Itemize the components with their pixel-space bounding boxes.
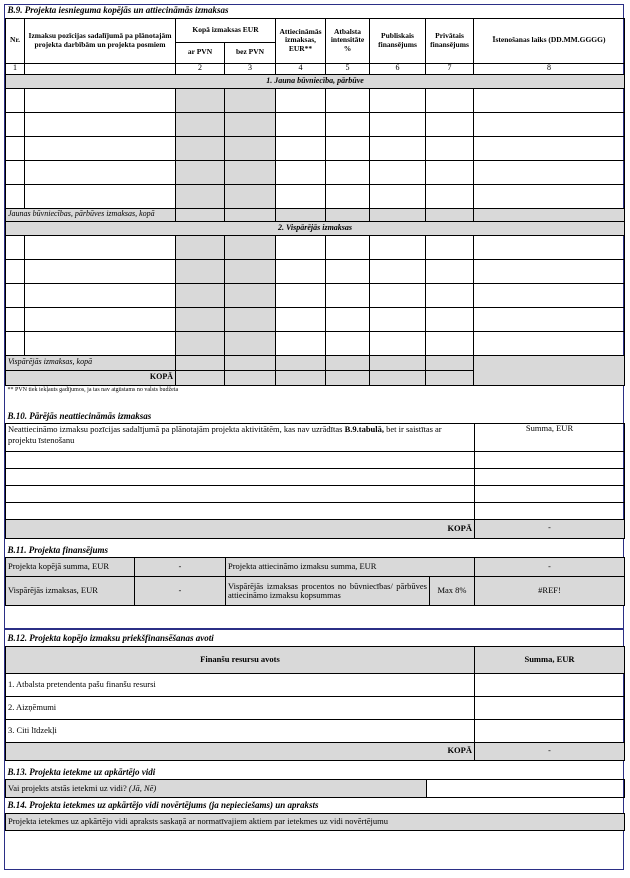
- form-frame: [4, 4, 624, 870]
- b10-row[interactable]: [6, 502, 625, 519]
- b11-total-sum-label: Projekta kopējā summa, EUR: [6, 558, 135, 577]
- group2-row[interactable]: [6, 259, 625, 283]
- col-number: 7: [426, 63, 474, 74]
- group2-row[interactable]: [6, 307, 625, 331]
- b11-general-costs-label: Vispārējās izmaksas, EUR: [6, 577, 135, 606]
- col-public-header: Publiskais finansējums: [370, 18, 426, 63]
- b11-general-costs-value: -: [135, 577, 226, 606]
- b9-title: B.9. Projekta iesnieguma kopējās un attiecināmās izmaksas: [6, 5, 625, 18]
- b9-footnote: ** PVN tiek iekļauts gadījumos, ja tas nav atgūstams no valsts budžeta: [7, 386, 179, 393]
- col-timeline-header: Īstenošanas laiks (DD.MM.GGGG): [474, 18, 625, 63]
- b14-description: Projekta ietekmes uz apkārtējo vidi apraksts saskaņā ar normatīvajiem aktiem par ietekmes uz vidi novērtējumu: [6, 813, 625, 830]
- b11-general-costs-percent-value: #REF!: [475, 577, 625, 606]
- b11-eligible-sum-value: -: [475, 558, 625, 577]
- col-position-header: Izmaksu pozīcijas sadalījumā pa plānotajām projekta darbībām un projekta posmiem: [25, 18, 176, 63]
- b11-eligible-sum-label: Projekta attiecināmo izmaksu summa, EUR: [226, 558, 475, 577]
- b12-row[interactable]: [6, 696, 625, 719]
- group1-title: 1. Jauna būvniecība, pārbūve: [6, 74, 625, 88]
- b9-total-label: KOPĀ: [6, 370, 176, 385]
- b13-table: [5, 767, 625, 799]
- b12-title: B.12. Projekta kopējo izmaksu priekšfinansēšanas avoti: [7, 633, 214, 644]
- col-number: 8: [474, 63, 625, 74]
- b10-row[interactable]: [6, 468, 625, 485]
- group1-row[interactable]: [6, 160, 625, 184]
- b10-sum-header: Summa, EUR: [475, 423, 625, 451]
- col-intensity-header: Atbalsta intensitāte %: [326, 18, 370, 63]
- b11-table: [5, 545, 625, 607]
- group2-row[interactable]: [6, 235, 625, 259]
- b12-total-label: KOPĀ: [6, 742, 475, 760]
- b10-row[interactable]: [6, 485, 625, 502]
- b12-row[interactable]: [6, 719, 625, 742]
- group1-row[interactable]: [6, 88, 625, 112]
- b10-description: Neattiecināmo izmaksu pozīcijas sadalījumā pa plānotajām projekta aktivitātēm, kas nav uzrādītas B.9.tabulā, bet ir saistītas ar projektu īstenošanu: [6, 423, 475, 451]
- b14-table: [5, 800, 625, 878]
- b13-question: Vai projekts atstās ietekmi uz vidi? (Jā, Nē): [6, 780, 427, 798]
- group2-total-label: Vispārējās izmaksas, kopā: [6, 355, 176, 370]
- b13-answer-input[interactable]: [427, 780, 625, 798]
- b14-title: B.14. Projekta ietekmes uz apkārtējo vidi novērtējums (ja nepieciešams) un apraksts: [7, 800, 319, 811]
- group2-row[interactable]: [6, 283, 625, 307]
- b13-title: B.13. Projekta ietekme uz apkārtējo vidi: [7, 766, 156, 777]
- group1-row[interactable]: [6, 136, 625, 160]
- col-nr-header: Nr.: [6, 18, 25, 63]
- col-total-header: Kopā izmaksas EUR: [176, 18, 276, 42]
- b10-total-value: -: [475, 519, 625, 538]
- b12-source-other: 3. Citi līdzekļi: [6, 719, 475, 742]
- col-number: 1: [6, 63, 25, 74]
- col-without-vat-header: bez PVN: [225, 42, 276, 63]
- col-eligible-header: Attiecināmās izmaksas, EUR**: [276, 18, 326, 63]
- col-number: 6: [370, 63, 426, 74]
- b11-total-sum-value: -: [135, 558, 226, 577]
- b10-row[interactable]: [6, 451, 625, 468]
- group1-row[interactable]: [6, 184, 625, 208]
- col-with-vat-header: ar PVN: [176, 42, 225, 63]
- group1-row[interactable]: [6, 112, 625, 136]
- b12-table: [5, 633, 625, 761]
- b10-title: B.10. Pārējās neattiecināmās izmaksas: [7, 411, 152, 421]
- b14-answer-area[interactable]: [6, 830, 625, 878]
- group2-title: 2. Vispārējās izmaksas: [6, 221, 625, 235]
- col-number: 3: [225, 63, 276, 74]
- b11-title: B.11. Projekta finansējums: [7, 544, 109, 555]
- b12-total-value: -: [475, 742, 625, 760]
- b10-total-label: KOPĀ: [6, 519, 475, 538]
- b12-source-header: Finanšu resursu avots: [6, 646, 475, 673]
- col-number: 5: [326, 63, 370, 74]
- col-private-header: Privātais finansējums: [426, 18, 474, 63]
- b12-source-loans: 2. Aizņēmumi: [6, 696, 475, 719]
- b12-source-own: 1. Atbalsta pretendenta pašu finanšu resursi: [6, 673, 475, 696]
- b11-general-costs-percent-label: Vispārējās izmaksas procentos no būvniecības/ pārbūves attiecināmo izmaksu kopsummas: [226, 577, 430, 606]
- col-number: 2: [176, 63, 225, 74]
- b10-table: [5, 411, 625, 539]
- b11-max-limit: Max 8%: [430, 577, 475, 606]
- b12-sum-header: Summa, EUR: [475, 646, 625, 673]
- b9-table: [5, 5, 625, 395]
- b12-row[interactable]: [6, 673, 625, 696]
- group1-total-label: Jaunas būvniecības, pārbūves izmaksas, kopā: [6, 208, 176, 221]
- col-number: 4: [276, 63, 326, 74]
- group2-row[interactable]: [6, 331, 625, 355]
